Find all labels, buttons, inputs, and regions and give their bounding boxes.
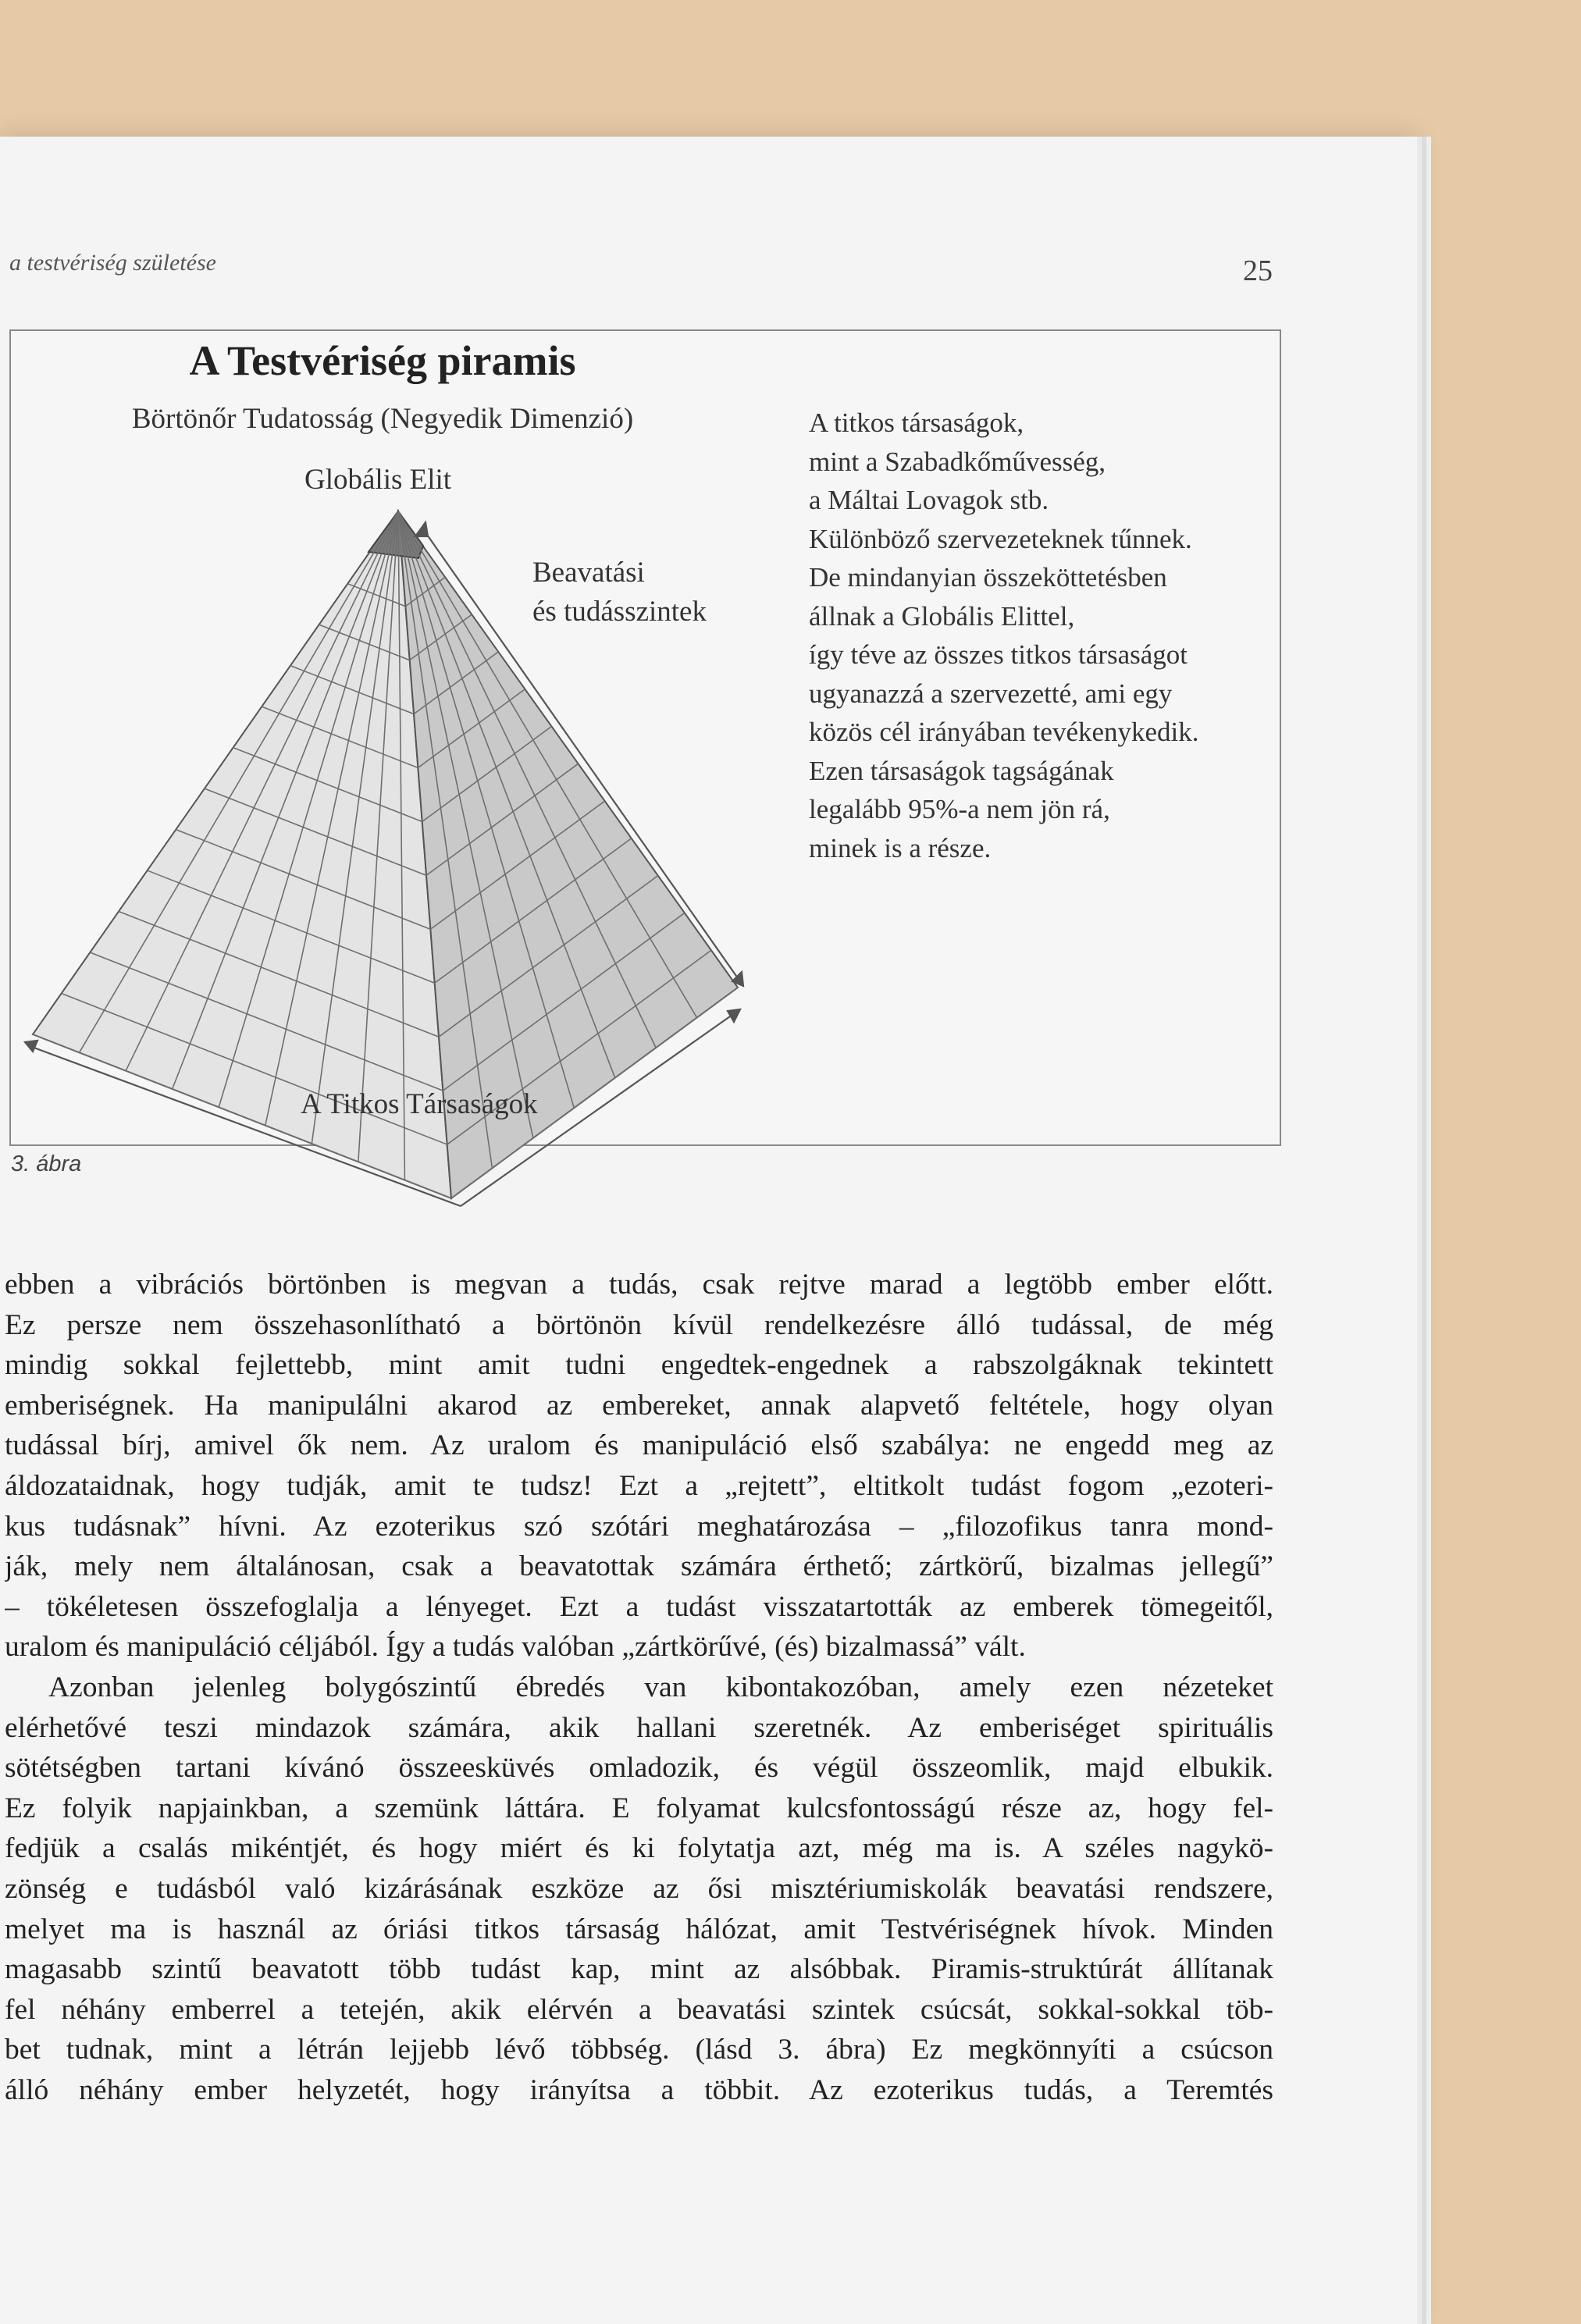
figure-text-line: mint a Szabadkőművesség, bbox=[809, 446, 1106, 477]
body-line: uralom és manipuláció céljából. Így a tudás valóban „zártkörűvé, (és) bizalmassá” vált. bbox=[5, 1631, 1026, 1664]
body-line: fedjük a csalás mikéntjét, és hogy miért és ki folytatja azt, még ma is. A széles nagykö- bbox=[5, 1832, 1273, 1865]
figure-text-line: állnak a Globális Elittel, bbox=[809, 600, 1075, 632]
figure-caption: 3. ábra bbox=[11, 1151, 82, 1176]
figure-text-line: Ezen társaságok tagságának bbox=[809, 755, 1114, 786]
side-label-line: Beavatási bbox=[532, 557, 645, 589]
page-number: 25 bbox=[1243, 254, 1273, 287]
body-line: ebben a vibrációs börtönben is megvan a tudás, csak rejtve marad a legtöbb ember előtt. bbox=[5, 1269, 1273, 1301]
figure-text-line: minek is a része. bbox=[809, 832, 992, 863]
body-line: zönség e tudásból való kizárásának eszköze az ősi misztériumiskolák beavatási rendszere, bbox=[5, 1872, 1273, 1905]
figure-text-line: Különböző szervezeteknek tűnnek. bbox=[809, 523, 1192, 554]
side-label-line: és tudásszintek bbox=[532, 596, 707, 628]
body-line: emberiségnek. Ha manipulálni akarod az embereket, annak alapvető feltétele, hogy olyan bbox=[5, 1389, 1273, 1422]
body-line: kus tudásnak” hívni. Az ezoterikus szó szótári meghatározása – „filozofikus tanra mond- bbox=[5, 1510, 1273, 1543]
figure-text-line: ugyanazzá a szervezetté, ami egy bbox=[809, 678, 1173, 709]
body-line: Ez folyik napjainkban, a szemünk láttára. E folyamat kulcsfontosságú része az, hogy fel- bbox=[5, 1792, 1273, 1824]
base-label: A Titkos Társaságok bbox=[301, 1088, 538, 1120]
figure-text-line: így téve az összes titkos társaságot bbox=[809, 639, 1188, 670]
side-label bbox=[532, 553, 707, 632]
figure-title: A Testvériség piramis bbox=[189, 337, 576, 384]
body-line: mindig sokkal fejlettebb, mint amit tudni engedtek-engednek a rabszolgáknak tekintett bbox=[5, 1349, 1273, 1382]
body-line: bet tudnak, mint a létrán lejjebb lévő többség. (lásd 3. ábra) Ez megkönnyíti a csúcson bbox=[5, 2034, 1273, 2066]
figure-subtitle: Börtönőr Tudatosság (Negyedik Dimenzió) bbox=[131, 403, 634, 435]
book-page bbox=[0, 137, 1417, 2324]
body-line: magasabb szintű beavatott több tudást kap, mint az alsóbbak. Piramis-struktúrát állítanak bbox=[5, 1953, 1273, 1986]
body-line: Ez persze nem összehasonlítható a börtönön kívül rendelkezésre álló tudással, de még bbox=[5, 1308, 1273, 1341]
running-title: a testvériség születése bbox=[9, 250, 216, 276]
pyramid-diagram bbox=[0, 137, 781, 1230]
body-line: fel néhány emberrel a tetején, akik elérvén a beavatási szintek csúcsát, sokkal-sokkal töb- bbox=[5, 1993, 1273, 2026]
body-line: melyet ma is használ az óriási titkos társaság hálózat, amit Testvériségnek hívok. Minden bbox=[5, 1913, 1273, 1945]
figure-text-line: De mindanyian összeköttetésben bbox=[809, 562, 1167, 593]
apex-label: Globális Elit bbox=[304, 464, 452, 496]
body-line: tudással bírj, amivel ők nem. Az uralom és manipuláció első szabálya: ne engedd meg az bbox=[5, 1429, 1273, 1462]
body-line: Azonban jelenleg bolygószintű ébredés van kibontakozóban, amely ezen nézeteket bbox=[48, 1671, 1273, 1703]
body-line: ják, mely nem általánosan, csak a beavatottak számára érthető; zártkörű, bizalmas jellegű” bbox=[5, 1550, 1273, 1583]
body-text bbox=[5, 1265, 1273, 2110]
body-line: – tökéletesen összefoglalja a lényeget. Ezt a tudást visszatartották az emberek tömegeitől, bbox=[5, 1590, 1273, 1623]
body-line: áldozataidnak, hogy tudják, amit te tudsz! Ezt a „rejtett”, eltitkolt tudást fogom „ezoteri- bbox=[5, 1469, 1273, 1502]
body-line: sötétségben tartani kívánó összeesküvés omladozik, és végül összeomlik, majd elbukik. bbox=[5, 1752, 1273, 1785]
figure-text-line: a Máltai Lovagok stb. bbox=[809, 485, 1049, 515]
figure-text-line: legalább 95%-a nem jön rá, bbox=[809, 794, 1110, 824]
figure-description bbox=[809, 404, 1199, 867]
body-line: elérhetővé teszi mindazok számára, akik hallani szeretnék. Az emberiséget spirituális bbox=[5, 1711, 1273, 1744]
body-line: álló néhány ember helyzetét, hogy irányítsa a többit. Az ezoterikus tudás, a Teremtés bbox=[5, 2073, 1273, 2106]
figure-text-line: A titkos társaságok, bbox=[809, 408, 1024, 438]
figure-text-line: közös cél irányában tevékenykedik. bbox=[809, 717, 1199, 747]
